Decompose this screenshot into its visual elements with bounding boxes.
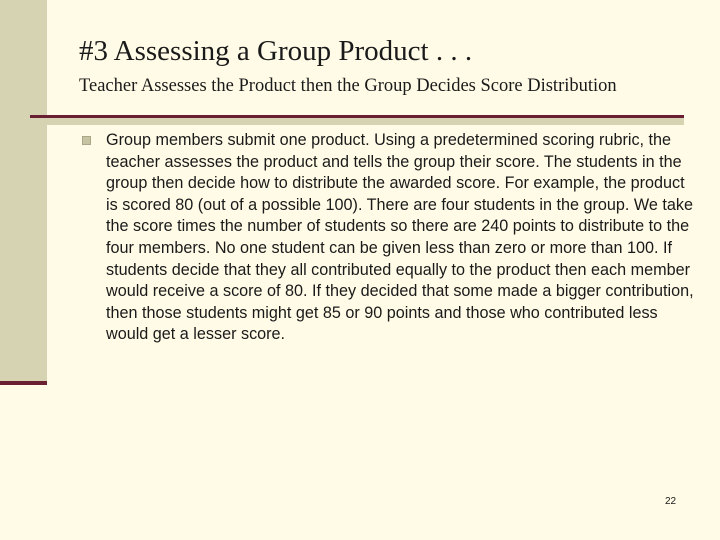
slide-subtitle: Teacher Assesses the Product then the Group Decides Score Distribution xyxy=(79,76,617,96)
title-divider-light xyxy=(30,118,684,125)
bullet-square-icon xyxy=(82,136,91,145)
slide-title: #3 Assessing a Group Product . . . xyxy=(79,35,473,67)
page-number: 22 xyxy=(665,496,677,507)
bullet-text: Group members submit one product. Using a predetermined scoring rubric, the teacher assesses the product and tells the group their score. The students in the group then decide how to distribute the awarded score. For example, the product is scored 80 (out of a possible 100). There are four students in the group. We take the score times the number of students so there are 240 points to distribute to the four members. No one student can be given less than zero or more than 100. If students decide that they all contributed equally to the product then each member would receive a score of 80. If they decided that some made a bigger contribution, then those students might get 85 or 90 points and those who contributed less would get a lesser score. xyxy=(106,131,694,344)
left-accent-line xyxy=(0,381,47,385)
left-accent-bar xyxy=(0,0,47,384)
